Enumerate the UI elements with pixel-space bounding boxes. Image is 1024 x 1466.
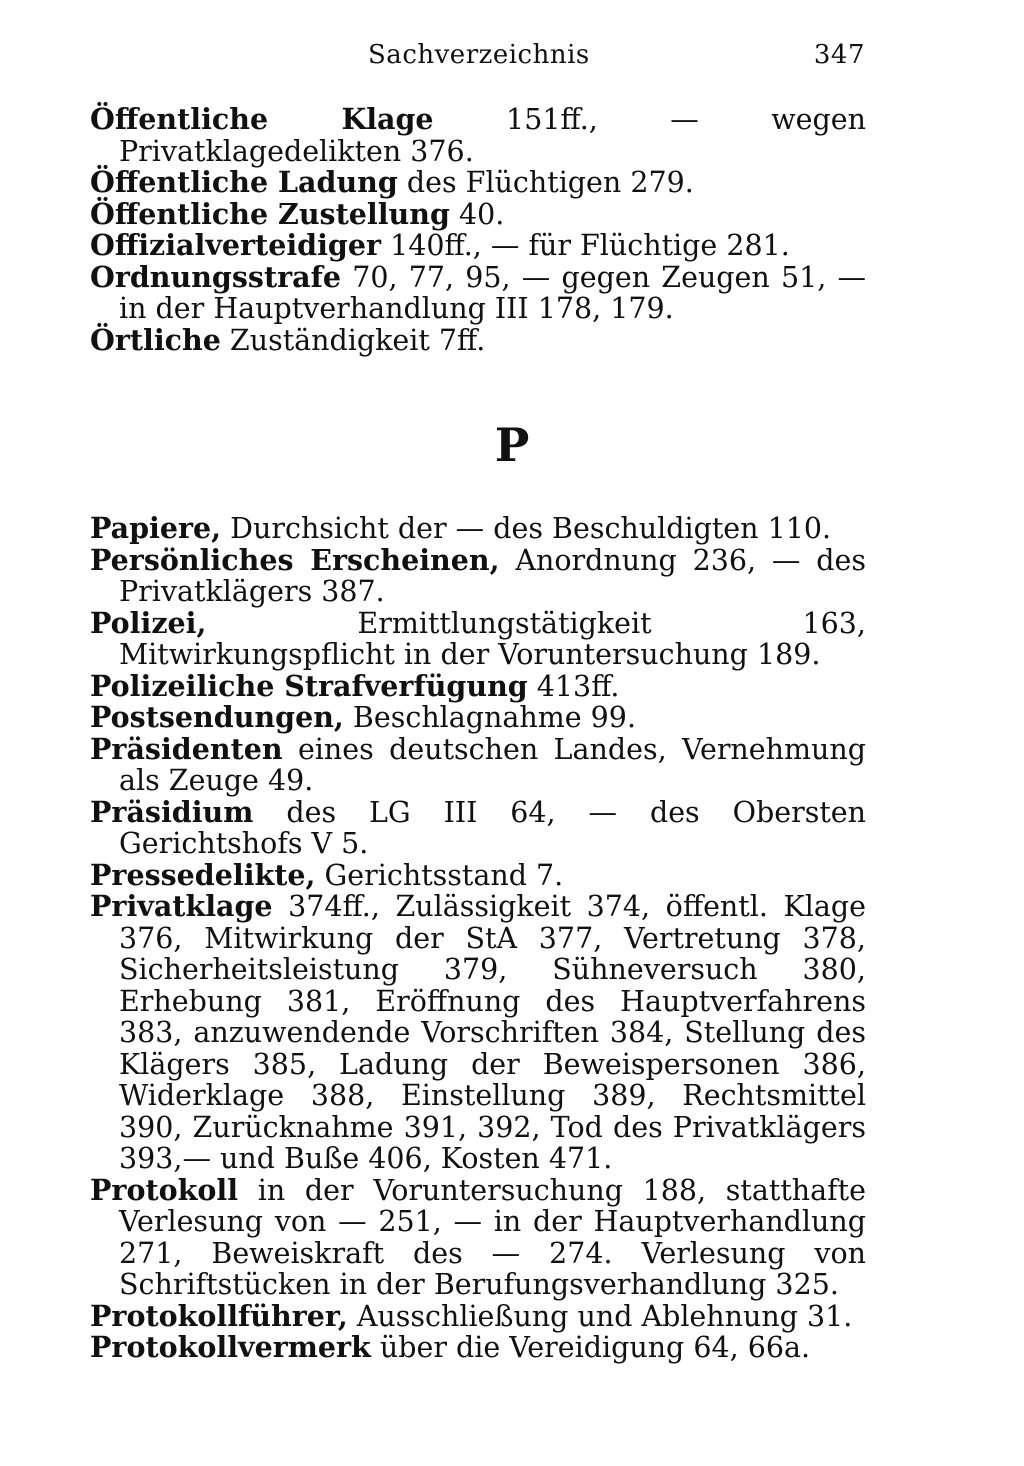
index-entry	[90, 1172, 866, 1301]
index-entry	[90, 104, 866, 167]
index-entry	[90, 794, 866, 860]
index-entry	[90, 1298, 866, 1333]
entry-text: Ausschließung und Ablehnung 31.	[347, 1299, 853, 1333]
index-entry	[90, 196, 866, 231]
entry-term: Protokollführer,	[90, 1298, 348, 1333]
entry-term: Pressedelikte,	[90, 857, 316, 892]
entry-term: Öffentliche Ladung	[90, 165, 398, 199]
index-entry	[90, 259, 866, 325]
index-entry	[90, 1332, 866, 1364]
index-entry	[90, 230, 866, 262]
index-section-p	[90, 513, 866, 1364]
index-entry	[90, 167, 866, 199]
entry-text: 413ff.	[527, 669, 620, 703]
index-entry	[90, 702, 866, 734]
index-entry	[90, 542, 866, 608]
index-entry	[90, 605, 866, 671]
entry-text: Gerichtsstand 7.	[315, 858, 564, 892]
index-section-o	[90, 104, 866, 356]
entry-text: 151ff., — wegen Privatklagedelikten 376.	[119, 103, 866, 168]
entry-term: Präsidium	[90, 794, 254, 829]
entry-text: Anordnung 236, — des Privatklägers 387.	[119, 543, 866, 608]
entry-text: Ermittlungstätigkeit 163, Mitwirkungspflicht in der Voruntersuchung 189.	[119, 606, 866, 671]
header-title: Sachverzeichnis	[368, 40, 590, 70]
entry-term: Polizei,	[90, 605, 207, 640]
entry-text: Zuständigkeit 7ff.	[220, 323, 486, 357]
entry-term: Protokollvermerk	[90, 1330, 371, 1364]
entry-text: eines deutschen Landes, Vernehmung als Zeuge 49.	[119, 732, 866, 797]
entry-text: Beschlagnahme 99.	[343, 701, 636, 734]
entry-text: des LG III 64, — des Obersten Gerichtshofs V 5.	[119, 795, 866, 860]
entry-text: 70, 77, 95, — gegen Zeugen 51, — in der Hauptverhandlung III 178, 179.	[119, 260, 866, 325]
entry-term: Protokoll	[90, 1172, 239, 1207]
entry-text: 374ff., Zulässigkeit 374, öffentl. Klage 376, Mitwirkung der StA 377, Vertretung 378, Sicherheitsleistung 379, Sühneversuch 380, Erhebung 381, Eröffnung des Hauptverfahrens 383, anzuwendende Vorschriften 384, Stellung des Klägers 385, Ladung der Beweispersonen 386, Widerklage 388, Einstellung 389, Rechtsmittel 390, Zurücknahme 391, 392, Tod des Privatklägers 393,— und Buße 406, Kosten 471.	[119, 890, 866, 1175]
entry-term: Präsidenten	[90, 731, 283, 766]
entry-term: Privatklage	[90, 889, 273, 923]
page-number: 347	[813, 40, 865, 70]
entry-term: Offizialverteidiger	[90, 228, 382, 262]
entry-text: des Flüchtigen 279.	[397, 166, 694, 199]
index-entry	[90, 513, 866, 545]
entry-term: Persönliches Erscheinen,	[90, 542, 500, 577]
index-entry	[90, 668, 866, 703]
index-entry	[90, 857, 866, 892]
index-entry	[90, 322, 866, 357]
entry-term: Örtliche	[90, 322, 221, 357]
entry-term: Öffentliche Zustellung	[90, 196, 450, 231]
index-entry	[90, 891, 866, 1175]
entry-term: Polizeiliche Strafverfügung	[90, 668, 528, 703]
entry-text: 40.	[449, 197, 505, 231]
entry-term: Ordnungsstrafe	[90, 259, 341, 294]
running-header	[368, 40, 865, 80]
entry-term: Öffentliche Klage	[90, 102, 434, 136]
entry-text: 140ff., — für Flüchtige 281.	[381, 229, 790, 262]
entry-term: Papiere,	[90, 511, 222, 545]
section-letter-heading: P	[494, 418, 530, 472]
entry-text: über die Vereidigung 64, 66a.	[370, 1331, 811, 1364]
index-entry	[90, 731, 866, 797]
entry-term: Postsendungen,	[90, 700, 344, 734]
entry-text: in der Voruntersuchung 188, statthafte Verlesung von — 251, — in der Hauptverhandlung 271, Beweiskraft des — 274. Verlesung von Schriftstücken in der Berufungsverhandlung 325.	[119, 1173, 866, 1301]
entry-text: Durchsicht der — des Beschuldigten 110.	[221, 512, 832, 545]
